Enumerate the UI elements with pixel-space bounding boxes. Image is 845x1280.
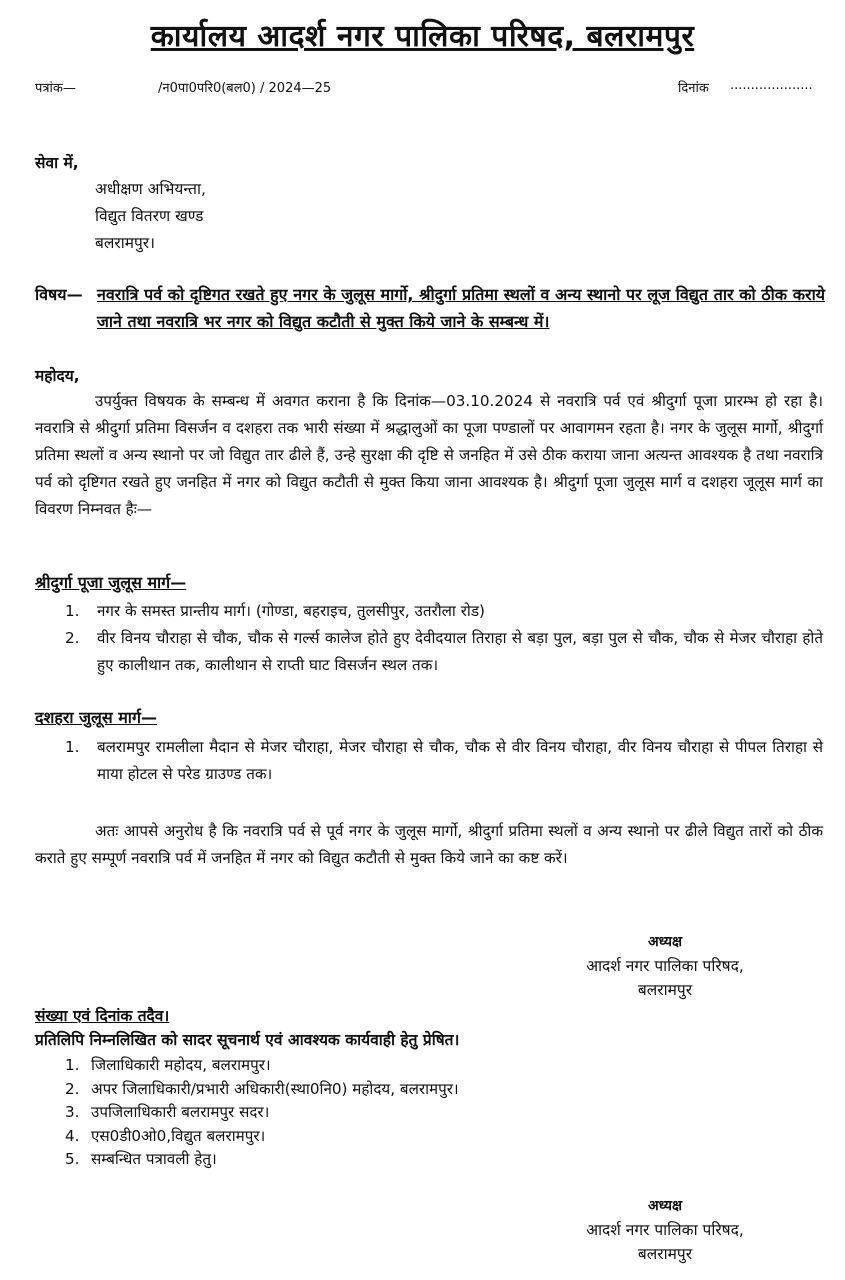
list-item [35, 734, 823, 788]
signature-block-2 [540, 1194, 790, 1266]
list-item [35, 625, 823, 679]
list-item [35, 1054, 735, 1078]
list-text: अपर जिलाधिकारी/प्रभारी अधिकारी(स्था0नि0) महोदय, बलरामपुर। [91, 1079, 459, 1098]
subject-label: विषय— [35, 285, 83, 304]
dussehra-route-heading: दशहरा जुलूस मार्ग— [35, 708, 157, 727]
recipient-line-1: अधीक्षण अभियन्ता, [95, 180, 206, 198]
signatory-org: आदर्श नगर पालिका परिषद, [586, 957, 744, 975]
dussehra-route-list [35, 734, 823, 788]
list-text: वीर विनय चौराहा से चौक, चौक से गर्ल्स कालेज होते हुए देवीदयाल तिराहा से बड़ा पुल, बड़ा पुल से चौक, चौक से मेजर चौराहा होते हुए कालीथान तक, कालीथान से राप्ती घाट विसर्जन स्थल तक। [97, 629, 823, 674]
copy-list [35, 1054, 735, 1172]
durga-route-heading: श्रीदुर्गा पूजा जुलूस मार्ग— [35, 573, 187, 592]
recipient-line-2: विद्युत वितरण खण्ड [95, 207, 204, 225]
list-text: जिलाधिकारी महोदय, बलरामपुर। [91, 1056, 271, 1074]
list-text: बलरामपुर रामलीला मैदान से मेजर चौराहा, मेजर चौराहा से चौक, चौक से वीर विनय चौराहा, वीर विनय चौराहा से पीपल तिराहा से माया होटल से परेड ग्राउण्ड तक। [97, 738, 823, 783]
signatory-org: आदर्श नगर पालिका परिषद, [586, 1221, 744, 1239]
signatory-city: बलरामपुर [637, 1245, 693, 1263]
date-label: दिनांक [678, 81, 709, 96]
office-title: कार्यालय आदर्श नगर पालिका परिषद, बलरामपुर [150, 19, 695, 54]
paragraph-2: अतः आपसे अनुरोध है कि नवरात्रि पर्व से पूर्व नगर के जुलूस मार्गो, श्रीदुर्गा प्रतिमा स्थलों व अन्य स्थानो पर ढीले विद्युत तारों को ठीक कराते हुए सम्पूर्ण नवरात्रि पर्व में जनहित में नगर को विद्युत कटौती से मुक्त किये जाने का कष्ट करें। [35, 822, 823, 867]
ref-number: /न0पा0परि0(बल0) / 2024—25 [158, 81, 332, 96]
copy-number-date: संख्या एवं दिनांक तदैव। [35, 1007, 170, 1025]
list-number: 2. [65, 629, 80, 647]
signature-block [540, 930, 790, 1002]
salutation: सेवा में, [35, 154, 79, 172]
list-number: 4. [65, 1126, 80, 1145]
subject-text: नवरात्रि पर्व को दृष्टिगत रखते हुए नगर के जुलूस मार्गो, श्रीदुर्गा प्रतिमा स्थलों व अन्य स्थानो पर लूज विद्युत तार को ठीक कराये जाने तथा नवरात्रि भर नगर को विद्युत कटौती से मुक्त किये जाने के सम्बन्ध में। [97, 285, 825, 331]
recipient-line-3: बलरामपुर। [95, 234, 156, 252]
ref-label: पत्रांक— [35, 81, 76, 96]
date-blank: .................... [730, 78, 813, 93]
list-text: उपजिलाधिकारी बलरामपुर सदर। [91, 1103, 270, 1121]
signatory-city: बलरामपुर [637, 981, 693, 999]
list-number: 5. [65, 1150, 80, 1168]
greeting: महोदय, [35, 367, 80, 385]
list-number: 2. [65, 1079, 80, 1098]
list-number: 1. [65, 738, 80, 756]
list-item [35, 1125, 735, 1149]
list-item [35, 1148, 735, 1172]
list-number: 1. [65, 602, 80, 620]
list-item [35, 1078, 735, 1102]
list-item [35, 1101, 735, 1125]
signatory-title: अध्यक्ष [647, 934, 683, 950]
signatory-title: अध्यक्ष [647, 1198, 683, 1214]
list-text: एस0डी0ओ0,विद्युत बलरामपुर। [91, 1126, 266, 1145]
list-number: 1. [65, 1056, 80, 1074]
list-item [35, 598, 823, 625]
paragraph-1: उपर्युक्त विषयक के सम्बन्ध में अवगत कराना है कि दिनांक—03.10.2024 से नवरात्रि पर्व एवं श्रीदुर्गा पूजा प्रारम्भ हो रहा है। नवरात्रि से श्रीदुर्गा प्रतिमा विसर्जन व दशहरा तक भारी संख्या में श्रद्धालुओं का पूजा पण्डालों पर आवागमन रहता है। नगर के जुलूस मार्गो, श्रीदुर्गा प्रतिमा स्थलों व अन्य स्थानो पर जो विद्युत तार ढीले हैं, उन्हे सुरक्षा की दृष्टि से जनहित में उसे ठीक कराया जाना अत्यन्त आवश्यक है तथा नवरात्रि पर्व को दृष्टिगत रखते हुए जनहित में नगर को विद्युत कटौती से मुक्त किया जाना आवश्यक है। श्रीदुर्गा पूजा जुलूस मार्ग व दशहरा जूलूस मार्ग का विवरण निम्नवत हैः— [35, 392, 823, 518]
copy-instruction: प्रतिलिपि निम्नलिखित को सादर सूचनार्थ एवं आवश्यक कार्यवाही हेतु प्रेषित। [35, 1031, 460, 1049]
list-text: नगर के समस्त प्रान्तीय मार्ग। (गोण्डा, बहराइच, तुलसीपुर, उतरौला रोड) [97, 602, 485, 620]
list-number: 3. [65, 1103, 80, 1121]
durga-route-list [35, 598, 823, 679]
list-text: सम्बन्धित पत्रावली हेतु। [91, 1150, 217, 1168]
